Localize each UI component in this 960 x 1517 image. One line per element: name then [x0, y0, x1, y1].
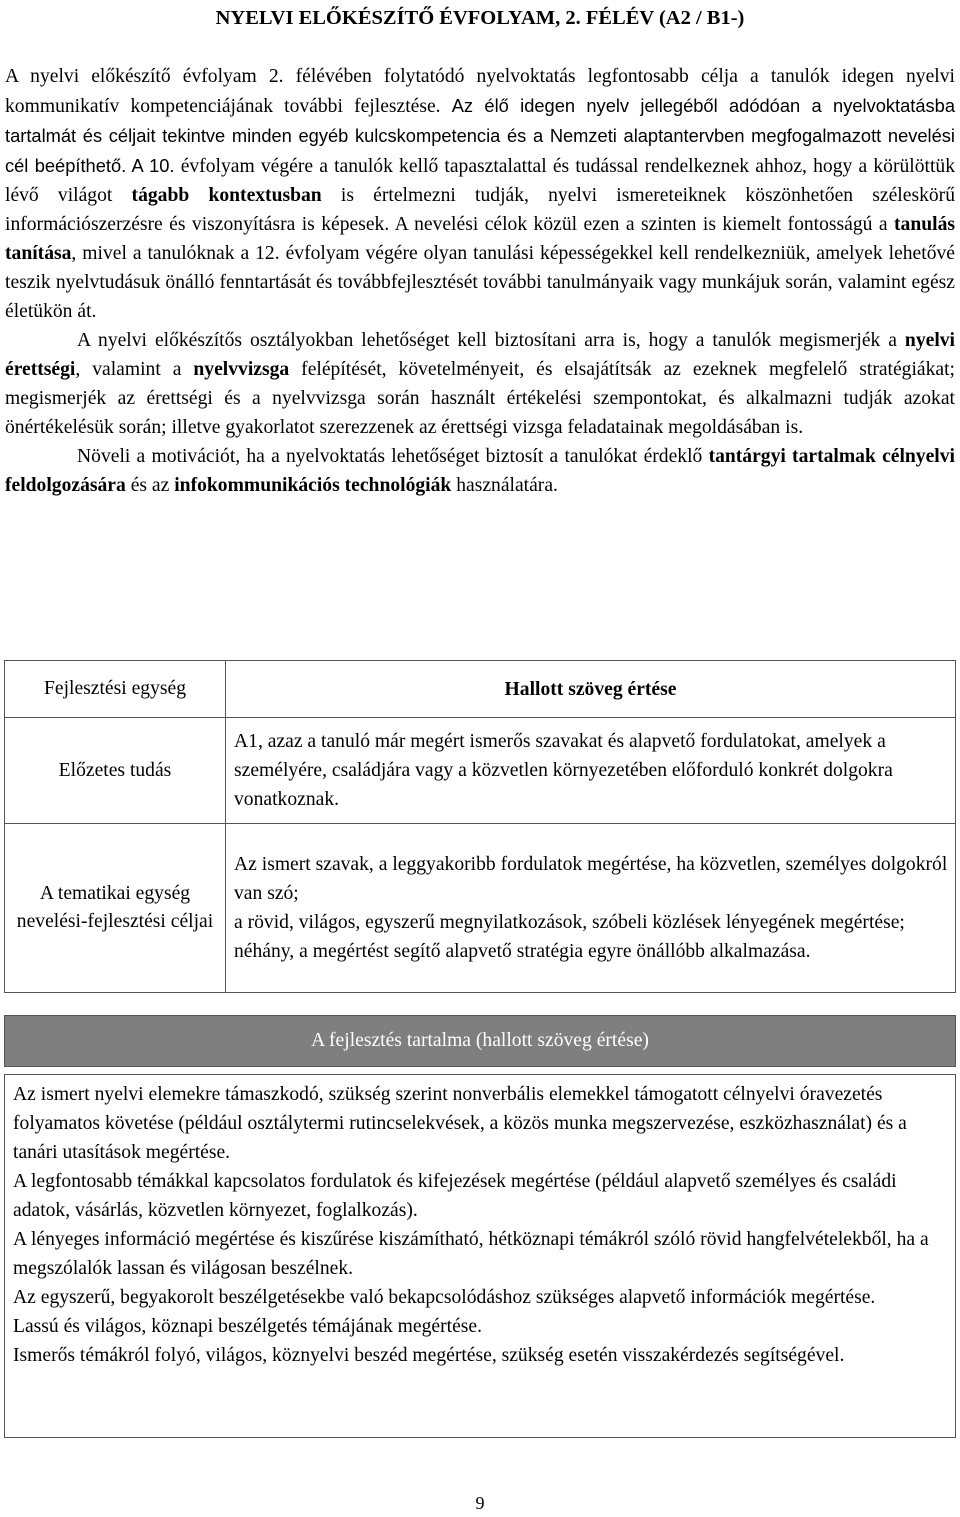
intro-p3-part: használatára.: [451, 475, 558, 496]
intro-paragraph-2: [5, 326, 955, 442]
prior-knowledge-text: A1, azaz a tanuló már megért ismerős szavakat és alapvető fordulatokat, amelyek a személyére, családjára vagy a közvetlen környezetében előforduló konkrét dolgokra vonatkoznak.: [234, 731, 893, 810]
intro-p3-part: és az: [125, 475, 175, 496]
intro-paragraph-1: [5, 62, 955, 326]
table-row-goals: [5, 824, 956, 993]
intro-p3-bold: infokommunikációs technológiák: [174, 475, 452, 496]
intro-p3-part: Növeli a motivációt, ha a nyelvoktatás lehetőséget biztosít a tanulókat érdeklő: [77, 446, 709, 467]
prior-knowledge-label: Előzetes tudás: [5, 718, 226, 824]
goals-label: A tematikai egység nevelési-fejlesztési céljai: [5, 824, 226, 993]
unit-title: Hallott szöveg értése: [504, 678, 677, 700]
content-item: A lényeges információ megértése és kiszűrése kiszámítható, hétköznapi témákról szóló rövid hangfelvételekből, ha a megszólalók lassan és világosan beszélnek.: [13, 1229, 929, 1279]
intro-p1-part: évfolyam végére a tanulók kellő tapasztalattal és tudással rendelkeznek ahhoz, hogy a körülöttük lévő világot: [5, 156, 955, 206]
intro-text: [5, 62, 955, 500]
prior-knowledge-cell: [226, 718, 956, 824]
content-section-header: [4, 1015, 956, 1067]
content-item: Az egyszerű, begyakorolt beszélgetésekbe való bekapcsolódáshoz szükséges alapvető információk megértése.: [13, 1287, 876, 1308]
content-item: A legfontosabb témákkal kapcsolatos fordulatok és kifejezések megértése (például alapvető személyes és családi adatok, vásárlás, közvetlen környezet, foglalkozás).: [13, 1171, 897, 1221]
intro-p1-part: is értelmezni tudják, nyelvi ismereteiknek köszönhetően széleskörű információszerzésre és viszonyításra is képesek. A nevelési célok közül ezen a szinten is kiemelt fontosságú a: [5, 185, 955, 235]
content-item: Ismerős témákról folyó, világos, köznyelvi beszéd megértése, szükség esetén visszakérdezés segítségével.: [13, 1345, 845, 1366]
intro-p2-part: A nyelvi előkészítős osztályokban lehetőséget kell biztosítani arra is, hogy a tanulók megismerjék a: [77, 330, 905, 351]
intro-p3-bold: tantárgyi tartalmak célnyelvi feldolgozására: [5, 446, 955, 496]
intro-p2-part: felépítését, követelményeit, és elsajátítsák az ezeknek megfelelő stratégiákat; megismerjék az érettségi és a nyelvvizsga során használt értékelési szempontokat, és alkalmazni tudják azokat önértékelésük során; illetve gyakorlatot szerezzenek az érettségi vizsga feladatainak megoldásában is.: [5, 359, 956, 438]
intro-p1-part: , mivel a tanulóknak a 12. évfolyam végére olyan tanulási képességekkel kell rendelkezniük, amelyek lehetővé teszik nyelvtudásuk önálló fenntartását és továbbfejlesztését további tanulmányaik vagy munkájuk során, valamint egész életükön át.: [5, 243, 955, 322]
intro-p1-sans-part: Az élő idegen nyelv jellegéből adódóan a nyelvoktatásba tartalmát és céljait tekintve minden egyéb kulcskompetencia és a Nemzeti alaptantervben megfogalmazott nevelési cél beépíthető. A 10.: [5, 95, 955, 176]
intro-p2-bold: nyelvi érettségi: [5, 330, 955, 380]
page-number: 9: [475, 1493, 485, 1513]
intro-p1-bold: tanulás tanítása: [5, 214, 955, 264]
header-right-cell: [226, 661, 956, 718]
intro-p2-part: , valamint a: [75, 359, 194, 380]
goal-line: a rövid, világos, egyszerű megnyilatkozások, szóbeli közlések lényegének megértése;: [234, 912, 905, 933]
intro-p1-part: A nyelvi előkészítő évfolyam 2. félévében folytatódó nyelvoktatás legfontosabb célja a tanulók idegen nyelvi kommunikatív kompetenciájának további fejlesztése.: [5, 66, 955, 117]
table-header-row: [5, 661, 956, 718]
intro-p2-bold: nyelvvizsga: [193, 359, 290, 380]
intro-p1-bold: tágabb kontextusban: [131, 185, 322, 206]
goal-line: néhány, a megértést segítő alapvető stratégia egyre önállóbb alkalmazása.: [234, 941, 811, 962]
goals-text: [226, 850, 955, 966]
content-item: Az ismert nyelvi elemekre támaszkodó, szükség szerint nonverbális elemekkel támogatott célnyelvi óravezetés folyamatos követése (például osztálytermi rutincselekvések, a közös munka megszervezése, eszközhasználat) és a tanári utasítások megértése.: [13, 1084, 907, 1163]
table-row-prior-knowledge: [5, 718, 956, 824]
content-item: Lassú és világos, köznapi beszélgetés témájának megértése.: [13, 1316, 482, 1337]
header-left-cell: Fejlesztési egység: [5, 661, 226, 718]
goals-cell: [226, 824, 956, 993]
page-title: NYELVI ELŐKÉSZÍTŐ ÉVFOLYAM, 2. FÉLÉV (A2 / B1-): [215, 7, 745, 29]
content-section-body: [4, 1074, 956, 1438]
content-header-text: A fejlesztés tartalma (hallott szöveg értése): [311, 1030, 649, 1051]
goal-line: Az ismert szavak, a leggyakoribb fordulatok megértése, ha közvetlen, személyes dolgokról van szó;: [234, 854, 948, 904]
development-unit-table: [4, 660, 956, 993]
intro-paragraph-3: [5, 442, 955, 500]
